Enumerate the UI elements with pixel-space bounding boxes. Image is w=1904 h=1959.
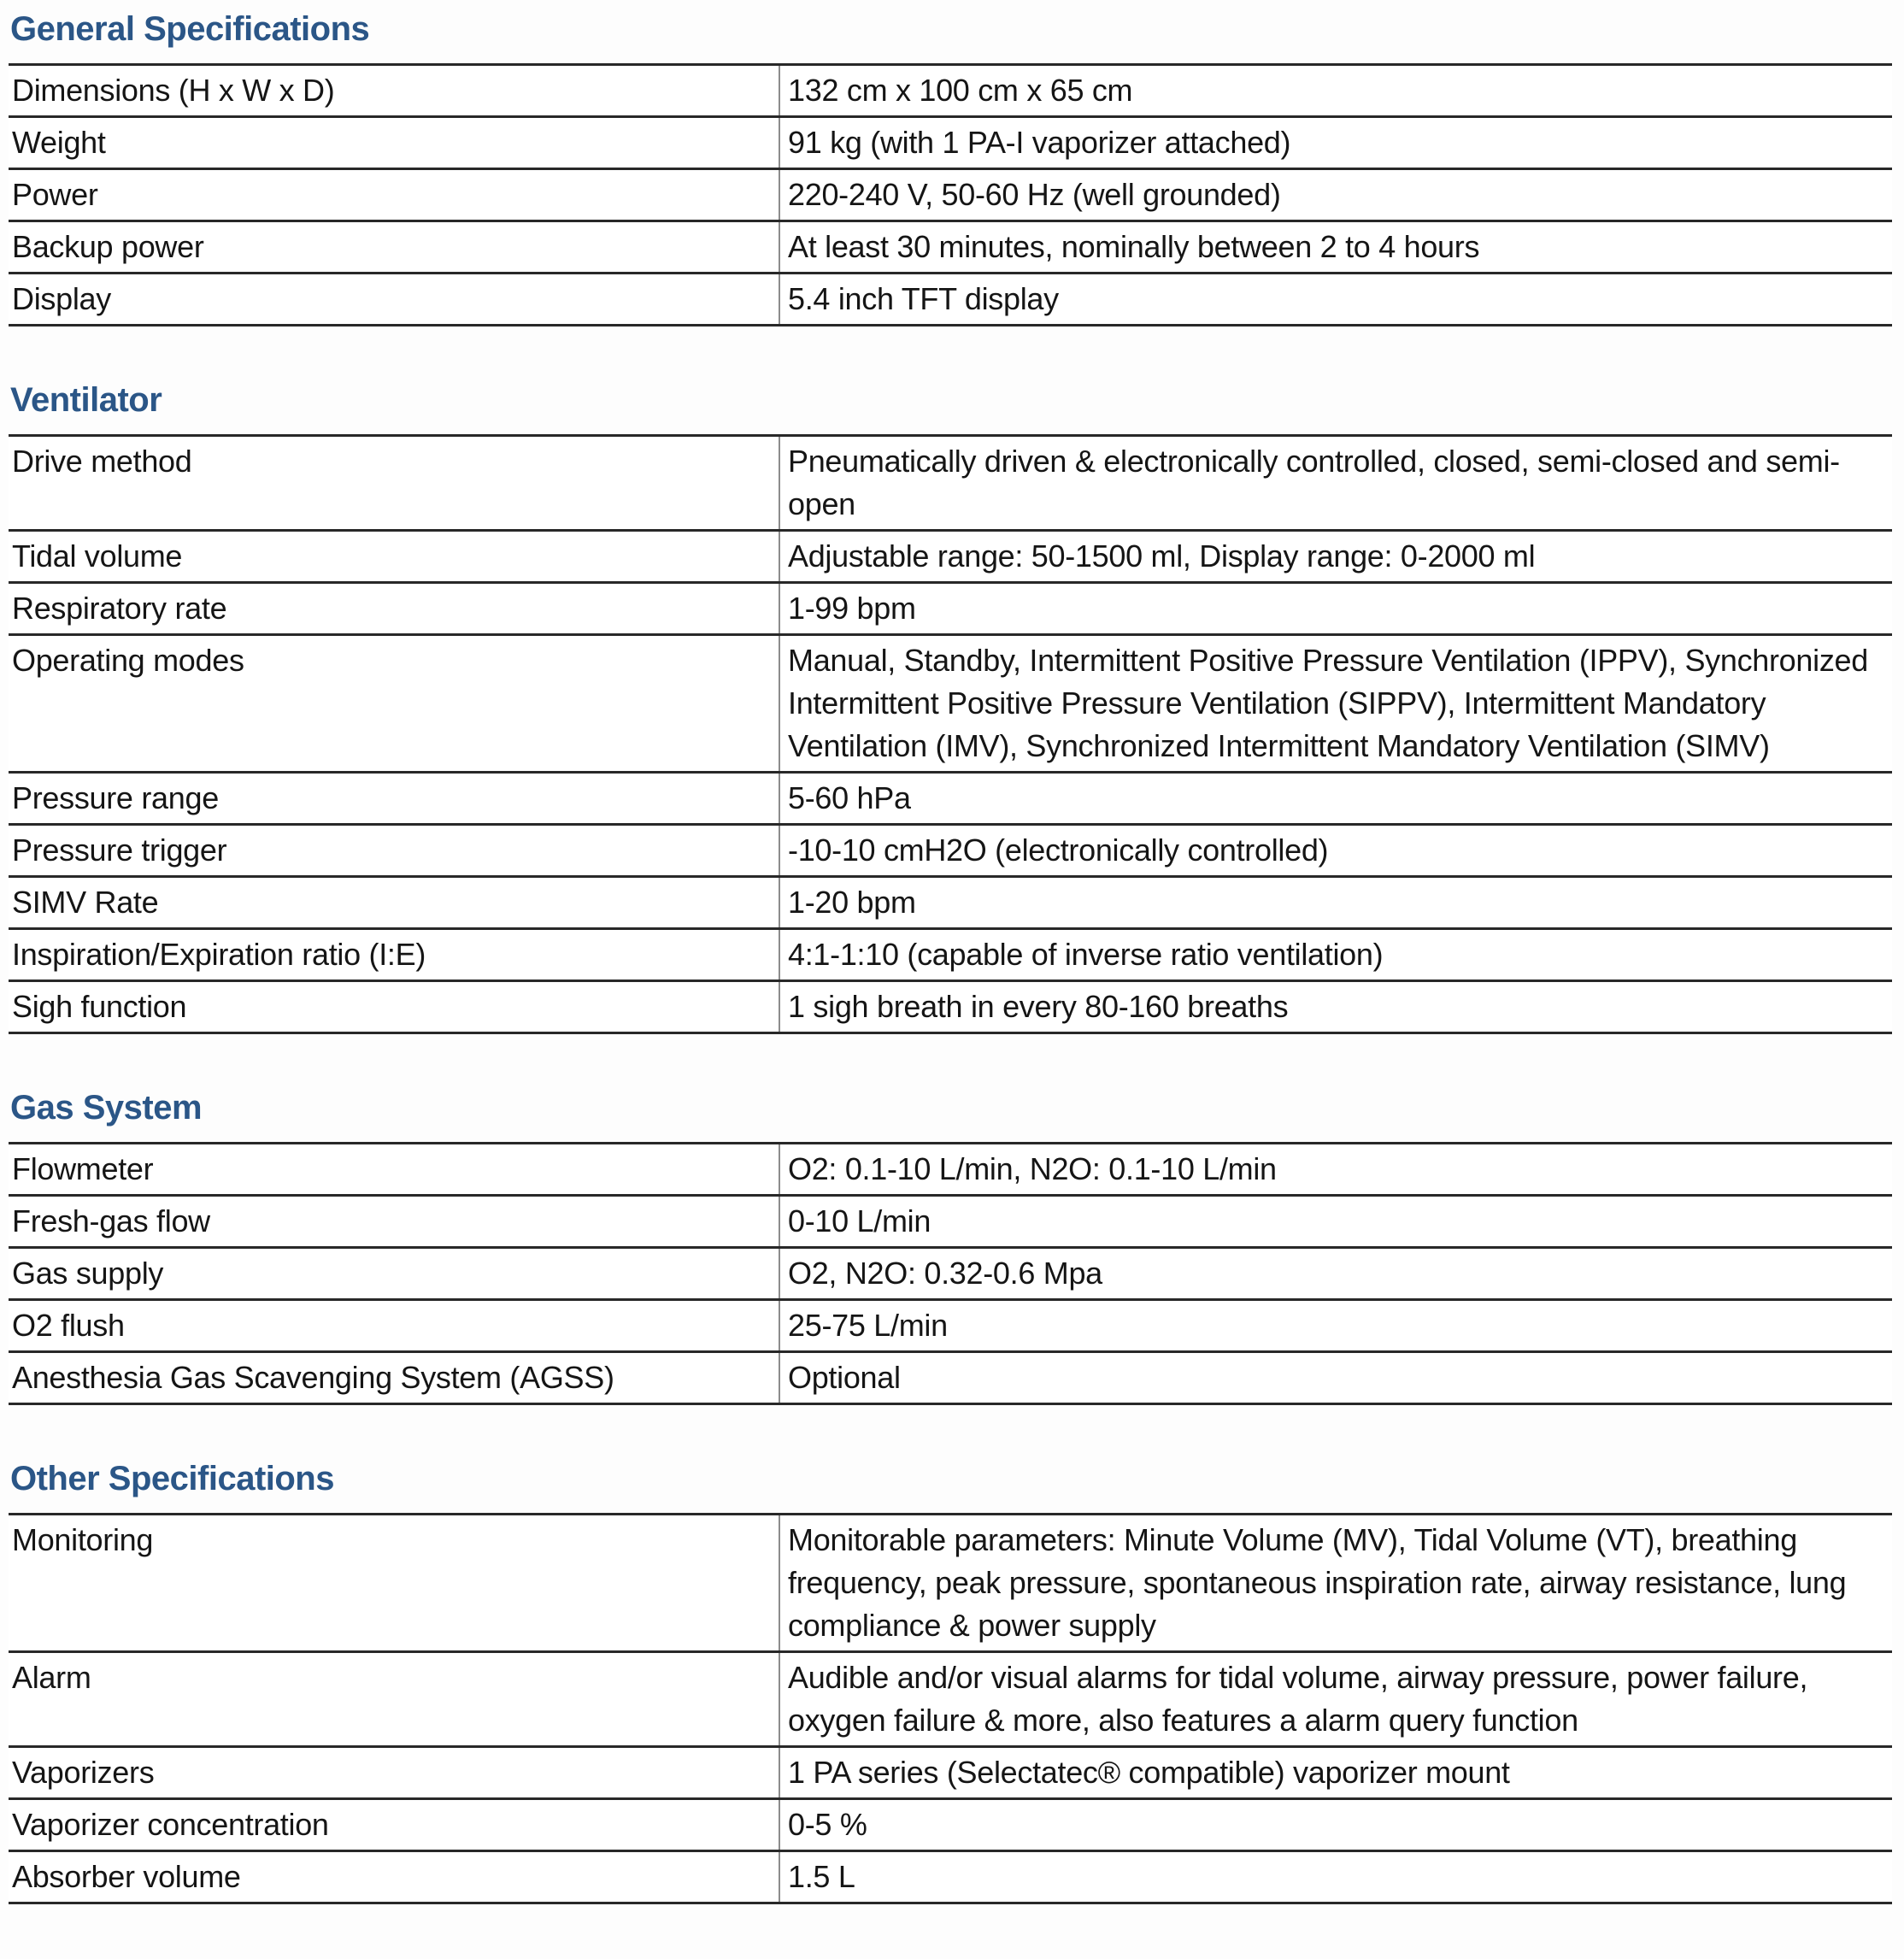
table-row — [9, 66, 1892, 118]
spec-value: Audible and/or visual alarms for tidal volume, airway pressure, power failure, oxygen failure & more, also features a alarm query function — [788, 1660, 1808, 1738]
spec-label: Pressure range — [9, 774, 780, 823]
spec-label: Weight — [9, 118, 780, 168]
spec-label: Respiratory rate — [9, 584, 780, 633]
spec-label: Gas supply — [9, 1249, 780, 1298]
spec-value: -10-10 cmH2O (electronically controlled) — [788, 832, 1329, 868]
spec-value: Monitorable parameters: Minute Volume (MV), Tidal Volume (VT), breathing frequency, peak pressure, spontaneous inspiration rate, airway resistance, lung compliance & power supply — [788, 1522, 1847, 1643]
table-row — [9, 1249, 1892, 1301]
spec-value: 0-5 % — [788, 1807, 867, 1842]
section-title: General Specifications — [10, 10, 370, 48]
table-row — [9, 274, 1892, 326]
spec-value: Adjustable range: 50-1500 ml, Display range: 0-2000 ml — [788, 538, 1536, 574]
spec-table-ventilator — [9, 434, 1892, 1034]
table-row — [9, 1748, 1892, 1800]
table-row — [9, 437, 1892, 532]
spec-value: 1 sigh breath in every 80-160 breaths — [788, 989, 1289, 1024]
spec-label: Vaporizer concentration — [9, 1800, 780, 1850]
spec-label: Monitoring — [9, 1515, 780, 1650]
table-row — [9, 930, 1892, 982]
table-row — [9, 1852, 1892, 1904]
section-title: Other Specifications — [10, 1460, 334, 1497]
table-row — [9, 826, 1892, 878]
table-row — [9, 118, 1892, 170]
table-row — [9, 1800, 1892, 1852]
spec-value: 91 kg (with 1 PA-I vaporizer attached) — [788, 125, 1291, 160]
section-other-specifications — [9, 1458, 1892, 1904]
spec-label: Alarm — [9, 1653, 780, 1745]
spec-label: Flowmeter — [9, 1144, 780, 1194]
table-row — [9, 982, 1892, 1034]
table-row — [9, 774, 1892, 826]
spec-label: Operating modes — [9, 636, 780, 771]
spec-value: 4:1-1:10 (capable of inverse ratio ventilation) — [788, 937, 1384, 972]
spec-label: Sigh function — [9, 982, 780, 1032]
spec-value: Manual, Standby, Intermittent Positive Pressure Ventilation (IPPV), Synchronized Intermittent Positive Pressure Ventilation (SIPPV), Intermittent Mandatory Ventilation (IMV), Synchronized Intermittent Mandatory Ventilation (SIMV) — [788, 643, 1868, 763]
spec-value: 220-240 V, 50-60 Hz (well grounded) — [788, 177, 1281, 212]
spec-value: Optional — [788, 1360, 901, 1395]
spec-label: Fresh-gas flow — [9, 1197, 780, 1246]
table-row — [9, 1197, 1892, 1249]
spec-label: Vaporizers — [9, 1748, 780, 1797]
spec-value: 5.4 inch TFT display — [788, 281, 1059, 316]
spec-label: Display — [9, 274, 780, 324]
spec-label: Dimensions (H x W x D) — [9, 66, 780, 115]
table-row — [9, 1515, 1892, 1653]
table-row — [9, 170, 1892, 222]
table-row — [9, 636, 1892, 774]
table-row — [9, 584, 1892, 636]
table-row — [9, 1653, 1892, 1748]
table-row — [9, 1353, 1892, 1405]
section-ventilator — [9, 379, 1892, 1034]
spec-label: Absorber volume — [9, 1852, 780, 1902]
spec-value: Pneumatically driven & electronically controlled, closed, semi-closed and semi-open — [788, 444, 1840, 521]
spec-label: Drive method — [9, 437, 780, 529]
spec-label: SIMV Rate — [9, 878, 780, 927]
spec-value: O2: 0.1-10 L/min, N2O: 0.1-10 L/min — [788, 1151, 1277, 1186]
spec-value: 1.5 L — [788, 1859, 855, 1894]
spec-label: Backup power — [9, 222, 780, 272]
spec-value: 5-60 hPa — [788, 780, 911, 815]
table-row — [9, 1301, 1892, 1353]
spec-table-gas-system — [9, 1142, 1892, 1405]
spec-value: O2, N2O: 0.32-0.6 Mpa — [788, 1256, 1102, 1291]
spec-label: O2 flush — [9, 1301, 780, 1350]
spec-label: Power — [9, 170, 780, 220]
spec-value: 1-20 bpm — [788, 885, 916, 920]
table-row — [9, 532, 1892, 584]
table-row — [9, 878, 1892, 930]
table-row — [9, 222, 1892, 274]
spec-table-general — [9, 63, 1892, 326]
spec-table-other — [9, 1513, 1892, 1904]
section-title: Gas System — [10, 1089, 203, 1127]
spec-label: Inspiration/Expiration ratio (I:E) — [9, 930, 780, 980]
spec-value: 1-99 bpm — [788, 591, 916, 626]
spec-label: Tidal volume — [9, 532, 780, 581]
table-row — [9, 1144, 1892, 1197]
spec-value: 132 cm x 100 cm x 65 cm — [788, 73, 1133, 108]
spec-value: 0-10 L/min — [788, 1203, 931, 1238]
spec-value: 1 PA series (Selectatec® compatible) vaporizer mount — [788, 1755, 1510, 1790]
spec-label: Anesthesia Gas Scavenging System (AGSS) — [9, 1353, 780, 1403]
section-title: Ventilator — [10, 381, 162, 419]
spec-label: Pressure trigger — [9, 826, 780, 875]
spec-value: 25-75 L/min — [788, 1308, 948, 1343]
spec-value: At least 30 minutes, nominally between 2 to 4 hours — [788, 229, 1480, 264]
section-general-specifications — [9, 9, 1892, 326]
section-gas-system — [9, 1087, 1892, 1405]
